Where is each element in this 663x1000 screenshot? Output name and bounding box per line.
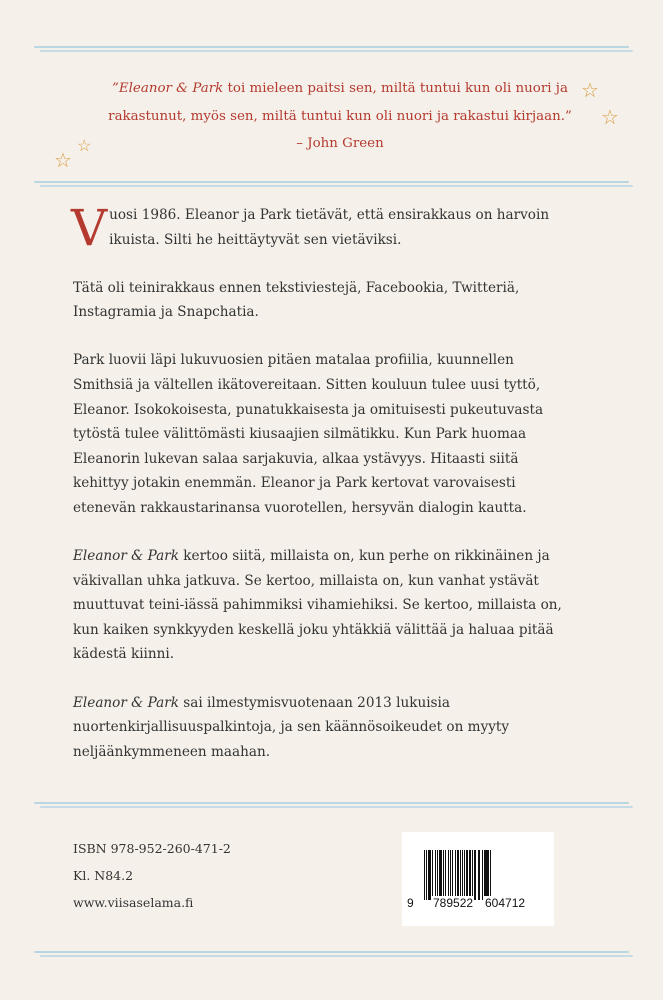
text-line: Park luovii läpi lukuvuosien pitäen matalaa profiilia, kuunnellen — [73, 352, 514, 369]
barcode-digit: 9 — [407, 896, 414, 910]
text-line: kun kaiken synkkyyden keskellä joku yhtäkkiä välittää ja haluaa pitää — [73, 621, 554, 638]
divider-line — [34, 181, 629, 187]
text-line: muuttuvat teini-iässä pahimmiksi vihamiehiksi. Se kertoo, millaista on, — [73, 597, 562, 614]
publisher-url: www.viisaselama.fi — [73, 895, 194, 910]
drop-cap: V — [71, 199, 108, 257]
paragraph — [73, 348, 613, 520]
text-line: Eleanor. Isokokoisesta, punatukkaisesta ja omituisesti pukeutuvasta — [73, 401, 544, 418]
barcode — [402, 832, 554, 926]
paragraph — [73, 276, 613, 325]
star-icon: ☆ — [77, 136, 92, 155]
text-line: etenevän rakkaustarinansa vuorotellen, hersyvän dialogin kautta. — [73, 499, 527, 516]
text-line: tytöstä tulee välittömästi kiusaajien silmätikku. Kun Park huomaa — [73, 426, 527, 443]
text-line: Smithsiä ja vältellen ikätovereitaan. Sitten kouluun tulee uusi tyttö, — [73, 376, 541, 393]
text-line: Eleanorin lukevan salaa sarjakuvia, alkaa ystävyys. Hitaasti siitä — [73, 450, 519, 467]
book-title: Eleanor & Park — [73, 694, 179, 711]
isbn: ISBN 978-952-260-471-2 — [73, 841, 231, 856]
barcode-digits-right: 604712 — [485, 896, 526, 910]
divider-line — [34, 802, 629, 808]
divider-line — [34, 951, 629, 957]
text-line: Instagramia ja Snapchatia. — [73, 304, 259, 321]
text-line: väkivallan uhka jatkuva. Se kertoo, millaista on, kun vanhat ystävät — [73, 572, 539, 589]
text-line: kertoo siitä, millaista on, kun perhe on rikkinäinen ja — [178, 548, 550, 565]
paragraph — [73, 691, 613, 765]
classification: Kl. N84.2 — [73, 868, 134, 883]
barcode-bar — [491, 850, 492, 900]
quote-title: ”Eleanor & Park — [112, 81, 224, 96]
book-title: Eleanor & Park — [73, 548, 179, 565]
publication-info — [73, 835, 231, 916]
text-line: Tätä oli teinirakkaus ennen tekstiviestejä, Facebookia, Twitteriä, — [73, 279, 520, 296]
star-icon: ☆ — [601, 105, 619, 129]
text-line: neljäänkymmeneen maahan. — [73, 743, 271, 760]
text-line: uosi 1986. Eleanor ja Park tietävät, että ensirakkaus on harvoin — [109, 207, 550, 223]
text-line: sai ilmestymisvuotenaan 2013 lukuisia — [178, 694, 450, 711]
star-icon: ☆ — [581, 78, 599, 102]
text-line: ikuista. Silti he heittäytyvät sen vietäviksi. — [109, 231, 402, 248]
paragraph — [73, 544, 613, 667]
text-line: nuortenkirjallisuuspalkintoja, ja sen käännösoikeudet on myyty — [73, 719, 510, 736]
description — [71, 199, 613, 788]
barcode-digits-left: 789522 — [433, 896, 474, 910]
quote-text: rakastunut, myös sen, miltä tuntui kun oli nuori ja rakastui kirjaan.” — [108, 108, 572, 124]
quote-text: toi mieleen paitsi sen, miltä tuntui kun oli nuori ja — [223, 81, 568, 96]
quote-author: – John Green — [296, 136, 384, 151]
barcode-bars — [424, 850, 492, 900]
text-line: kehittyy jotakin enemmän. Eleanor ja Park kertovat varovaisesti — [73, 475, 516, 492]
paragraph — [71, 199, 613, 257]
blurb-quote — [60, 75, 620, 158]
divider-line — [34, 46, 629, 52]
text-line: kädestä kiinni. — [73, 646, 175, 663]
star-icon: ☆ — [54, 148, 72, 172]
